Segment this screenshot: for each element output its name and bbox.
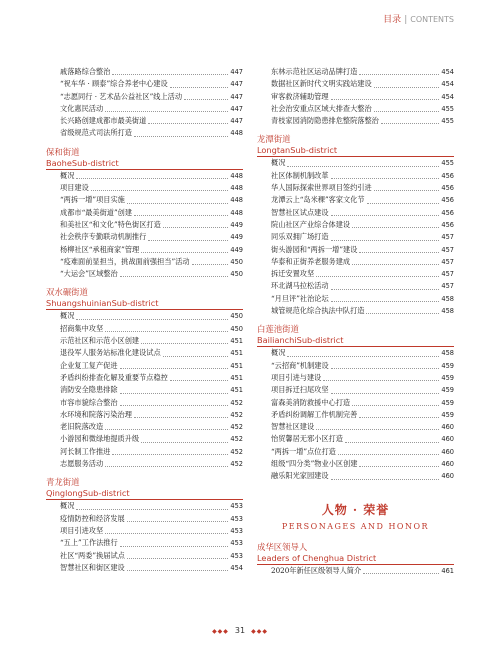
toc-entry-title: 龙潭云上“岛米稞”客家文化节 xyxy=(271,195,365,205)
toc-entry-page: 457 xyxy=(441,257,454,266)
toc-entry-title: 融乐阳光家园建设 xyxy=(271,471,329,481)
dot-leader xyxy=(120,276,229,277)
toc-entry-title: 示范社区和示范小区创建 xyxy=(60,336,140,346)
toc-left-column xyxy=(46,66,243,574)
section-heading xyxy=(257,131,454,157)
toc-group xyxy=(46,500,243,574)
toc-entry-title: 省级规范式司法所打造 xyxy=(60,128,132,138)
toc-entry-title: 项目引进攻坚 xyxy=(60,525,104,535)
dot-leader xyxy=(105,533,228,534)
section-title-cn: 保和街道 xyxy=(46,146,80,157)
toc-entry-page: 455 xyxy=(441,104,454,113)
dot-leader xyxy=(374,190,440,191)
toc-entry-page: 450 xyxy=(230,324,243,333)
toc-entry-page: 449 xyxy=(230,220,243,229)
toc-entry[interactable] xyxy=(257,207,454,219)
toc-entry-page: 457 xyxy=(441,233,454,242)
dot-leader xyxy=(381,123,440,124)
toc-entry-page: 447 xyxy=(230,92,243,101)
section-title-cn: 龙潭街道 xyxy=(257,134,291,145)
toc-entry[interactable] xyxy=(46,409,243,421)
dot-leader xyxy=(345,442,440,443)
toc-entry-page: 452 xyxy=(230,447,243,456)
toc-entry[interactable] xyxy=(46,347,243,359)
dot-leader xyxy=(363,573,439,574)
toc-entry-title: 城管规范化综合执法中队打造 xyxy=(271,306,365,316)
toc-entry[interactable] xyxy=(46,103,243,115)
toc-entry[interactable] xyxy=(257,244,454,256)
toc-entry[interactable] xyxy=(257,293,454,305)
toc-entry-title: “月旦评”社治论坛 xyxy=(271,293,329,303)
dot-leader xyxy=(134,136,229,137)
dot-leader xyxy=(374,111,440,112)
dot-leader xyxy=(112,454,228,455)
toc-entry[interactable] xyxy=(257,66,454,78)
dot-leader xyxy=(141,442,228,443)
toc-entry-page: 454 xyxy=(230,563,243,572)
section-title-en: LongtanSub-district xyxy=(257,145,338,156)
toc-entry-page: 454 xyxy=(441,80,454,89)
toc-entry-page: 450 xyxy=(230,312,243,321)
toc-entry[interactable] xyxy=(46,207,243,219)
toc-entry[interactable] xyxy=(257,219,454,231)
toc-entry-page: 453 xyxy=(230,514,243,523)
toc-entry-title: 戚落路综合整治 xyxy=(60,67,111,76)
dot-leader xyxy=(127,203,229,204)
toc-entry[interactable] xyxy=(46,182,243,194)
toc-entry-title: 项目拆迁扫尾攻坚 xyxy=(271,385,329,395)
dot-leader xyxy=(331,289,440,290)
toc-group xyxy=(46,310,243,470)
toc-entry[interactable] xyxy=(257,91,454,103)
toc-entry[interactable] xyxy=(46,244,243,256)
dot-leader xyxy=(120,393,229,394)
toc-group xyxy=(257,66,454,127)
toc-entry-page: 451 xyxy=(230,337,243,346)
dot-leader xyxy=(331,301,440,302)
dot-leader xyxy=(91,190,229,191)
dot-leader xyxy=(105,331,228,332)
dot-leader xyxy=(105,111,228,112)
toc-entry-title: 退役军人服务站标准化建设试点 xyxy=(60,348,161,358)
toc-group xyxy=(257,157,454,317)
dot-leader xyxy=(316,429,439,430)
toc-entry-title: 2020年新任区级领导人简介 xyxy=(271,565,362,575)
toc-entry-page: 452 xyxy=(230,410,243,419)
toc-entry-page: 457 xyxy=(441,270,454,279)
toc-entry-page: 460 xyxy=(441,472,454,481)
dot-leader xyxy=(331,215,440,216)
toc-entry[interactable] xyxy=(46,500,243,512)
toc-entry-title: 社区体制机制改革 xyxy=(271,170,329,180)
toc-entry[interactable] xyxy=(257,360,454,372)
toc-entry[interactable] xyxy=(46,446,243,458)
toc-entry-title: 和美社区“和文化”特色街区打造 xyxy=(60,219,161,229)
toc-entry-page: 459 xyxy=(441,361,454,370)
toc-entry[interactable] xyxy=(257,194,454,206)
toc-entry-title: 社会秩序专勤联动机制推行 xyxy=(60,232,147,242)
header-cn: 目录 xyxy=(383,15,402,25)
section-title-en: QinglongSub-district xyxy=(46,488,130,499)
dot-leader xyxy=(331,99,440,100)
toc-entry-page: 456 xyxy=(441,171,454,180)
toc-entry-title: 青枝家园消防隐患排危整院落整治 xyxy=(271,116,379,126)
section-title-en: Leaders of Chenghua District xyxy=(257,552,377,563)
toc-entry-page: 458 xyxy=(441,294,454,303)
toc-entry-title: “两拆一增”点位打造 xyxy=(271,446,336,456)
toc-entry[interactable] xyxy=(257,565,454,577)
toc-entry-page: 460 xyxy=(441,435,454,444)
section-title-cn: 白莲池街道 xyxy=(257,324,299,335)
toc-entry[interactable] xyxy=(46,458,243,470)
toc-entry[interactable] xyxy=(46,78,243,90)
dot-leader xyxy=(366,313,439,314)
dot-leader xyxy=(170,380,229,381)
toc-entry-title: 企业复工复产促进 xyxy=(60,360,118,370)
dot-leader xyxy=(331,178,440,179)
toc-entry-page: 456 xyxy=(441,208,454,217)
dot-leader xyxy=(359,74,439,75)
dot-leader xyxy=(148,123,228,124)
dot-leader xyxy=(120,546,229,547)
toc-entry-page: 458 xyxy=(441,307,454,316)
toc-entry-title: “五上”工作法推行 xyxy=(60,538,118,548)
toc-entry-page: 447 xyxy=(230,68,243,76)
toc-entry-page: 449 xyxy=(230,245,243,254)
dot-leader xyxy=(352,264,439,265)
section-title-en: BailianchiSub-district xyxy=(257,335,344,346)
toc-entry[interactable] xyxy=(46,219,243,231)
toc-entry-title: 项目建设 xyxy=(60,183,89,193)
toc-entry-page: 460 xyxy=(441,447,454,456)
toc-entry-page: 448 xyxy=(230,184,243,193)
dot-leader xyxy=(316,276,439,277)
toc-entry-title: 招商集中攻坚 xyxy=(60,323,104,333)
toc-entry-title: 河长制工作推进 xyxy=(60,446,111,456)
toc-entry[interactable] xyxy=(46,323,243,335)
toc-entry-title: 概况 xyxy=(271,158,286,168)
dot-leader xyxy=(105,429,228,430)
toc-entry[interactable] xyxy=(46,433,243,445)
toc-entry-page: 457 xyxy=(441,282,454,291)
toc-group xyxy=(46,170,243,281)
toc-entry[interactable] xyxy=(257,157,454,169)
toc-entry-page: 454 xyxy=(441,68,454,76)
dot-leader xyxy=(163,356,229,357)
dot-leader xyxy=(184,99,228,100)
toc-entry-title: 杨柳社区“承租商家”管理 xyxy=(60,244,140,254)
dot-leader xyxy=(352,405,439,406)
dot-leader xyxy=(76,509,228,510)
toc-entry[interactable] xyxy=(46,91,243,103)
toc-entry-title: 疫情防控和经济发展 xyxy=(60,513,125,523)
section-title-cn: 成华区领导人 xyxy=(257,541,308,552)
dot-leader xyxy=(338,454,440,455)
dot-leader xyxy=(287,166,439,167)
dot-leader xyxy=(352,227,439,228)
toc-entry-title: “祝车华 · 顾泰”综合养老中心建设 xyxy=(60,79,168,89)
toc-entry-page: 455 xyxy=(441,117,454,126)
dot-leader xyxy=(134,417,229,418)
toc-entry[interactable] xyxy=(257,78,454,90)
toc-entry-page: 460 xyxy=(441,423,454,432)
toc-entry-title: 华泰和正街养老服务建成 xyxy=(271,256,351,266)
toc-entry[interactable] xyxy=(257,268,454,280)
header-en: CONTENTS xyxy=(410,15,454,24)
dot-leader xyxy=(120,405,229,406)
toc-group xyxy=(46,66,243,140)
toc-entry[interactable] xyxy=(46,372,243,384)
toc-entry[interactable] xyxy=(46,170,243,182)
dot-leader xyxy=(127,521,229,522)
toc-entry-title: 智慧社区建设 xyxy=(271,422,315,432)
toc-entry[interactable] xyxy=(46,335,243,347)
toc-entry-page: 453 xyxy=(230,539,243,548)
dot-leader xyxy=(127,558,229,559)
toc-entry-page: 452 xyxy=(230,435,243,444)
toc-entry-page: 448 xyxy=(230,171,243,180)
dot-leader xyxy=(170,87,229,88)
dot-leader xyxy=(323,380,439,381)
toc-entry[interactable] xyxy=(46,384,243,396)
toc-entry-title: 组级“四分类”物业小区创建 xyxy=(271,459,358,469)
toc-entry[interactable] xyxy=(257,231,454,243)
toc-entry[interactable] xyxy=(46,115,243,127)
dot-leader xyxy=(331,240,440,241)
page-number: 31 xyxy=(234,626,246,635)
dot-leader xyxy=(374,87,440,88)
toc-entry-page: 459 xyxy=(441,410,454,419)
toc-entry-title: 环北湖马拉松活动 xyxy=(271,281,329,291)
toc-entry[interactable] xyxy=(46,127,243,139)
toc-entry-title: 东林示范社区运动品牌打造 xyxy=(271,67,358,76)
toc-entry-title: 小游园和微绿地提质升级 xyxy=(60,434,140,444)
dot-leader xyxy=(331,393,440,394)
toc-entry-title: 长兴路创建成都市最美街道 xyxy=(60,116,147,126)
toc-entry-page: 448 xyxy=(230,208,243,217)
toc-entry[interactable] xyxy=(257,170,454,182)
toc-entry[interactable] xyxy=(46,360,243,372)
toc-entry-title: 华人国际探索世界项目签约引进 xyxy=(271,183,372,193)
toc-entry[interactable] xyxy=(257,384,454,396)
section-heading xyxy=(46,144,243,170)
toc-entry-title: 概况 xyxy=(60,170,75,180)
toc-entry[interactable] xyxy=(257,182,454,194)
toc-entry[interactable] xyxy=(257,421,454,433)
toc-entry-page: 451 xyxy=(230,349,243,358)
toc-entry[interactable] xyxy=(46,397,243,409)
toc-entry-page: 459 xyxy=(441,373,454,382)
toc-entry-title: 富森美消防救援中心打造 xyxy=(271,397,351,407)
toc-entry[interactable] xyxy=(257,397,454,409)
toc-group xyxy=(257,565,454,577)
dot-leader xyxy=(105,466,228,467)
personages-heading xyxy=(257,501,454,531)
section-title-cn: 双水碾街道 xyxy=(46,287,88,298)
section-title-en: ShuangshuinianSub-district xyxy=(46,298,159,309)
toc-entry-page: 451 xyxy=(230,361,243,370)
toc-entry-title: 项目引进与建设 xyxy=(271,372,322,382)
toc-entry-title: 概况 xyxy=(60,501,75,511)
toc-entry[interactable] xyxy=(257,256,454,268)
dot-leader xyxy=(359,466,439,467)
toc-entry[interactable] xyxy=(257,470,454,482)
section-heading xyxy=(46,284,243,310)
toc-entry-page: 450 xyxy=(230,257,243,266)
dot-leader xyxy=(148,240,228,241)
toc-entry-page: 456 xyxy=(441,196,454,205)
toc-entry[interactable] xyxy=(257,446,454,458)
toc-entry-page: 448 xyxy=(230,129,243,138)
toc-entry-page: 448 xyxy=(230,196,243,205)
toc-entry[interactable] xyxy=(257,305,454,317)
toc-entry-page: 453 xyxy=(230,526,243,535)
toc-entry-title: 怡贸馨居无邪小区打造 xyxy=(271,434,343,444)
toc-entry-title: 消防安全隐患排除 xyxy=(60,385,118,395)
toc-entry-title: 水环境和院落污染治理 xyxy=(60,409,132,419)
page-header: 目录 | CONTENTS xyxy=(383,15,454,25)
toc-entry-title: 社区“两委”换届试点 xyxy=(60,550,125,560)
toc-entry-title: 概况 xyxy=(271,348,286,358)
toc-entry-page: 452 xyxy=(230,398,243,407)
toc-entry-title: 社会治安重点区域大排查大整治 xyxy=(271,103,372,113)
dot-leader xyxy=(331,479,440,480)
toc-entry-title: 成都市“最美街道”创建 xyxy=(60,207,133,217)
toc-entry-title: 矛盾纠纷排查化解及重要节点稳控 xyxy=(60,372,168,382)
toc-entry-title: 数据社区新时代文明实践站建设 xyxy=(271,79,372,89)
toc-entry-title: 市容市貌综合整治 xyxy=(60,397,118,407)
toc-entry[interactable] xyxy=(46,256,243,268)
toc-entry-page: 454 xyxy=(441,92,454,101)
toc-entry-page: 451 xyxy=(230,386,243,395)
toc-entry[interactable] xyxy=(257,458,454,470)
dot-leader xyxy=(331,368,440,369)
dot-leader xyxy=(141,252,228,253)
personages-title-en: PERSONAGES AND HONOR xyxy=(281,521,430,531)
toc-entry-title: “云招商”机制建设 xyxy=(271,360,329,370)
toc-entry-page: 455 xyxy=(441,159,454,168)
section-heading xyxy=(46,474,243,500)
toc-entry-page: 461 xyxy=(441,566,454,575)
dot-leader xyxy=(112,74,228,75)
toc-entry[interactable] xyxy=(46,537,243,549)
toc-entry[interactable] xyxy=(46,513,243,525)
toc-entry[interactable] xyxy=(46,550,243,562)
toc-entry-page: 456 xyxy=(441,220,454,229)
toc-entry-title: 概况 xyxy=(60,311,75,321)
toc-entry-title: 拆迁安置攻坚 xyxy=(271,269,315,279)
toc-entry[interactable] xyxy=(257,409,454,421)
section-title-cn: 青龙街道 xyxy=(46,477,80,488)
toc-entry[interactable] xyxy=(257,103,454,115)
dot-leader xyxy=(192,264,229,265)
page-footer: ◆◆◆ 31 ◆◆◆ xyxy=(212,626,268,635)
toc-entry-title: 院山社区产业综合体建设 xyxy=(271,219,351,229)
toc-entry[interactable] xyxy=(46,194,243,206)
toc-entry-page: 460 xyxy=(441,460,454,469)
toc-entry-title: 矛盾纠纷调解工作机制完善 xyxy=(271,409,358,419)
toc-entry-title: 智慧社区试点建设 xyxy=(271,207,329,217)
toc-entry-page: 450 xyxy=(230,270,243,279)
toc-entry-title: “疫难面前显担当，挑战面前强担当”活动 xyxy=(60,256,190,266)
toc-entry-page: 451 xyxy=(230,373,243,382)
toc-entry-title: “两拆一增”项目实施 xyxy=(60,195,125,205)
toc-entry[interactable] xyxy=(257,280,454,292)
dot-leader xyxy=(359,252,439,253)
toc-entry-page: 453 xyxy=(230,551,243,560)
toc-entry-page: 447 xyxy=(230,104,243,113)
toc-entry[interactable] xyxy=(46,421,243,433)
toc-right-column xyxy=(257,66,454,577)
toc-entry-page: 459 xyxy=(441,398,454,407)
toc-group xyxy=(257,347,454,482)
dot-leader xyxy=(141,343,228,344)
toc-entry-page: 458 xyxy=(441,349,454,358)
toc-entry-title: 审客救济辅助管理 xyxy=(271,91,329,101)
section-heading xyxy=(257,539,454,565)
section-heading xyxy=(257,321,454,347)
toc-entry[interactable] xyxy=(46,268,243,280)
toc-entry[interactable] xyxy=(46,525,243,537)
dot-leader xyxy=(359,417,439,418)
toc-entry[interactable] xyxy=(46,66,243,78)
toc-entry[interactable] xyxy=(46,562,243,574)
toc-entry[interactable] xyxy=(46,231,243,243)
toc-entry-page: 456 xyxy=(441,184,454,193)
toc-entry-page: 452 xyxy=(230,423,243,432)
toc-entry[interactable] xyxy=(46,310,243,322)
section-title-en: BaoheSub-district xyxy=(46,157,119,168)
toc-entry-page: 459 xyxy=(441,386,454,395)
toc-entry-title: “大运会”区域整治 xyxy=(60,269,118,279)
toc-entry-title: 文化惠民活动 xyxy=(60,103,104,113)
personages-title-cn: 人物 · 荣誉 xyxy=(321,502,390,517)
dot-leader xyxy=(120,368,229,369)
toc-entry-page: 447 xyxy=(230,80,243,89)
toc-entry[interactable] xyxy=(257,347,454,359)
toc-entry-page: 452 xyxy=(230,460,243,469)
toc-entry-title: 老旧院落改造 xyxy=(60,422,104,432)
toc-entry-title: 同乐双拥广场打造 xyxy=(271,232,329,242)
dot-leader xyxy=(127,570,229,571)
toc-entry-title: 街头游园和“两拆一增”建设 xyxy=(271,244,358,254)
toc-entry-title: “志愿同行 · 艺术品公益社区”线上活动 xyxy=(60,91,183,101)
dot-leader xyxy=(76,178,228,179)
toc-entry[interactable] xyxy=(257,115,454,127)
dot-leader xyxy=(367,203,440,204)
toc-entry[interactable] xyxy=(257,372,454,384)
toc-entry-page: 447 xyxy=(230,117,243,126)
toc-entry[interactable] xyxy=(257,433,454,445)
toc-entry-page: 453 xyxy=(230,502,243,511)
dot-leader xyxy=(163,227,229,228)
dot-leader xyxy=(134,215,228,216)
toc-entry-title: 志愿服务活动 xyxy=(60,459,104,469)
toc-entry-title: 智慧社区和街区建设 xyxy=(60,562,125,572)
dot-leader xyxy=(76,319,228,320)
dot-leader xyxy=(287,356,439,357)
toc-entry-page: 457 xyxy=(441,245,454,254)
toc-entry-page: 449 xyxy=(230,233,243,242)
